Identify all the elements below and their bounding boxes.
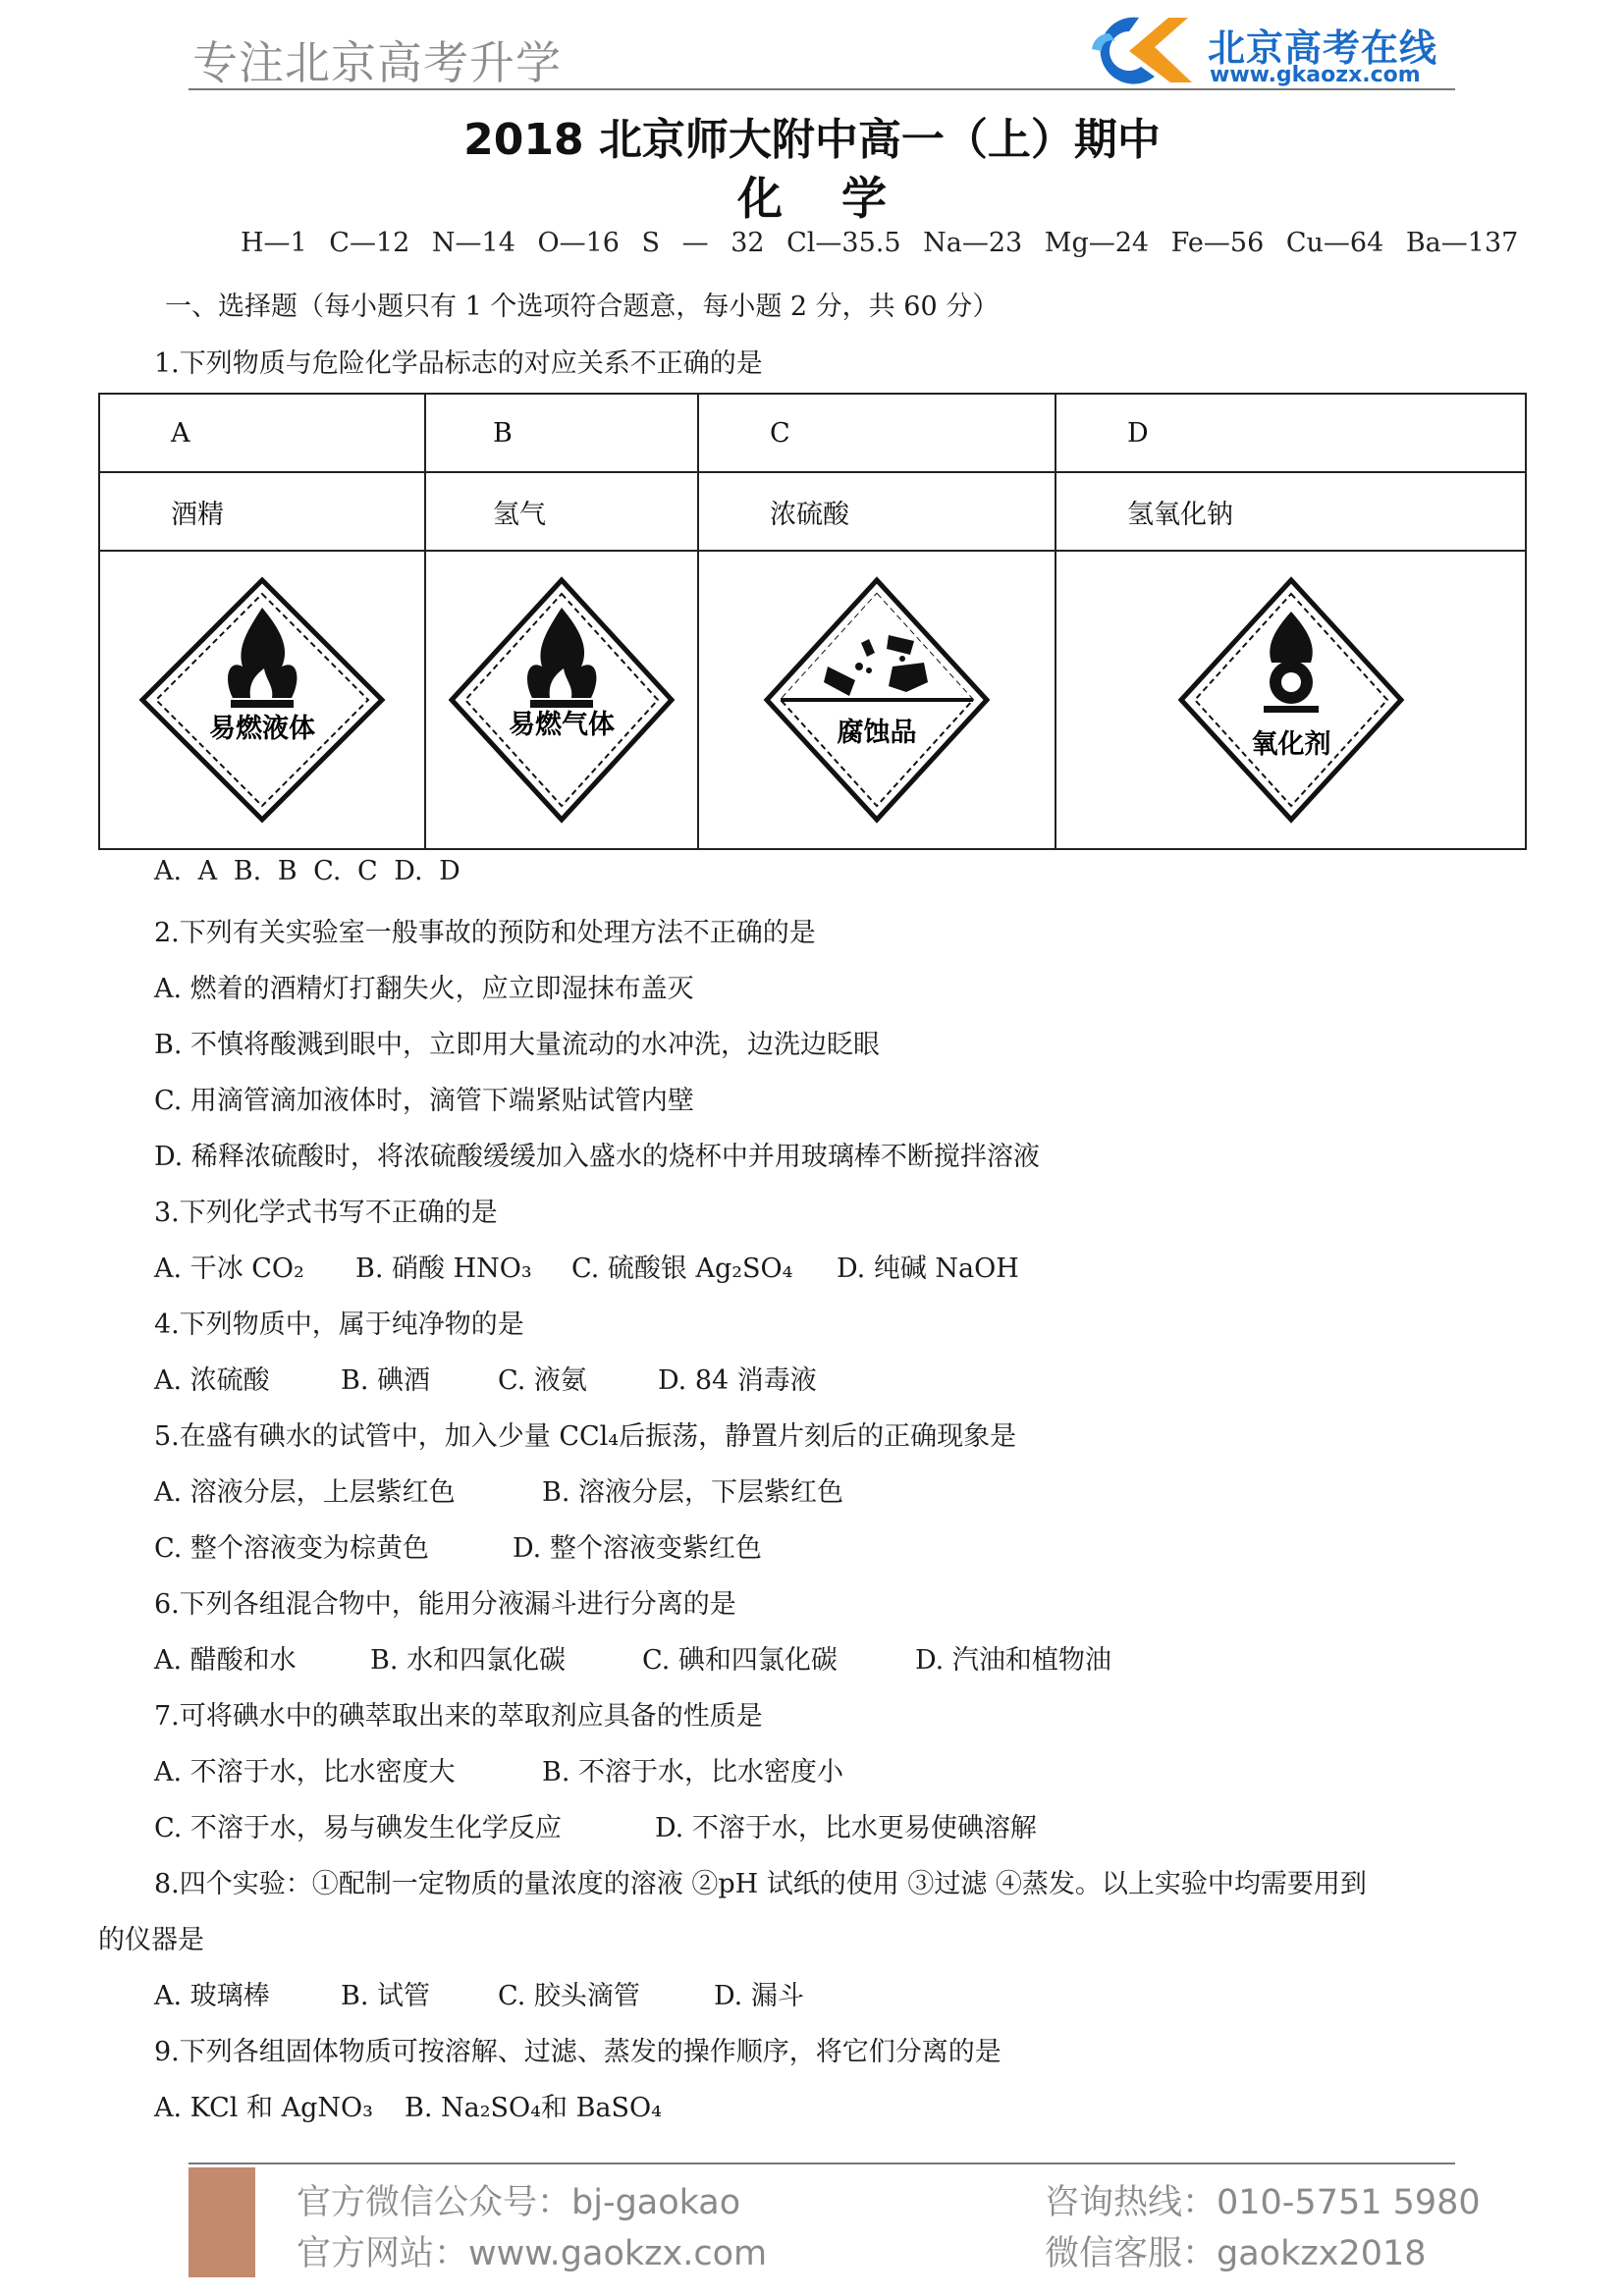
q7-option-a: A. 不溶于水，比水密度大 (154, 1757, 456, 1788)
footer-hotline: 咨询热线：010-5751 5980 (1045, 2183, 1481, 2222)
q6-option-a: A. 醋酸和水 (154, 1645, 297, 1676)
q6-option-b: B. 水和四氯化碳 (370, 1645, 567, 1676)
q1-placard-c-cell (698, 551, 1056, 849)
q8-option-a: A. 玻璃棒 (154, 1981, 270, 2011)
exam-title: 2018 北京师大附中高一（上）期中 (463, 115, 1161, 165)
q1-placard-d-cell (1056, 551, 1526, 849)
q1-placard-b-label: 易燃气体 (509, 710, 615, 740)
exam-subject: 化学 (737, 172, 946, 225)
logo-url: www.gkaozx.com (1210, 63, 1421, 87)
q4-option-a: A. 浓硫酸 (154, 1365, 270, 1396)
q1-placard-a-cell (99, 551, 425, 849)
q1-substance-d: 氢氧化钠 (1056, 472, 1526, 551)
q5-option-d: D. 整个溶液变紫红色 (513, 1533, 762, 1564)
q4-option-b: B. 碘酒 (341, 1365, 431, 1396)
footer-wechat: 官方微信公众号：bj-gaokao (297, 2183, 741, 2222)
q5-stem: 5.在盛有碘水的试管中，加入少量 CCl₄后振荡，静置片刻后的正确现象是 (154, 1421, 1017, 1452)
q4-option-d: D. 84 消毒液 (658, 1365, 817, 1396)
q1-placard-b-cell (425, 551, 698, 849)
q1-table (98, 393, 1527, 850)
q6-option-d: D. 汽油和植物油 (915, 1645, 1111, 1676)
q1-substance-c: 浓硫酸 (698, 472, 1056, 551)
q8-option-b: B. 试管 (341, 1981, 431, 2011)
q1-placard-d-label: 氧化剂 (1251, 729, 1330, 760)
q3-option-c: C. 硫酸银 Ag₂SO₄ (571, 1254, 793, 1284)
q7-option-d: D. 不溶于水，比水更易使碘溶解 (655, 1813, 1037, 1843)
q2-option-b: B. 不慎将酸溅到眼中，立即用大量流动的水冲洗，边洗边眨眼 (154, 1030, 881, 1060)
q4-stem: 4.下列物质中，属于纯净物的是 (154, 1309, 524, 1340)
q1-col-b-letter: B (425, 394, 698, 472)
flammable-liquid-placard-icon (135, 572, 390, 828)
q3-stem: 3.下列化学式书写不正确的是 (154, 1198, 498, 1228)
q2-option-c: C. 用滴管滴加液体时，滴管下端紧贴试管内壁 (154, 1086, 694, 1116)
q3-option-d: D. 纯碱 NaOH (837, 1254, 1019, 1284)
q5-option-a: A. 溶液分层，上层紫红色 (154, 1477, 456, 1508)
q3-option-a: A. 干冰 CO₂ (154, 1254, 304, 1284)
corrosive-placard-icon (759, 572, 995, 828)
q1-stem: 1.下列物质与危险化学品标志的对应关系不正确的是 (154, 348, 763, 379)
q3-option-b: B. 硝酸 HNO₃ (355, 1254, 532, 1284)
q1-placard-a-label: 易燃液体 (209, 714, 315, 744)
q8-option-d: D. 漏斗 (714, 1981, 804, 2011)
q8-option-c: C. 胶头滴管 (498, 1981, 640, 2011)
q9-stem: 9.下列各组固体物质可按溶解、过滤、蒸发的操作顺序，将它们分离的是 (154, 2037, 1001, 2067)
header-slogan: 专注北京高考升学 (192, 36, 562, 89)
footer-service: 微信客服：gaokzx2018 (1045, 2234, 1427, 2273)
q1-placard-c-label: 腐蚀品 (837, 718, 917, 748)
footer-website[interactable]: 官方网站：www.gaokzx.com (297, 2234, 768, 2273)
q9-option-b: B. Na₂SO₄和 BaSO₄ (405, 2093, 662, 2123)
site-logo[interactable] (1070, 8, 1483, 96)
q7-option-b: B. 不溶于水，比水密度小 (542, 1757, 844, 1788)
q5-option-b: B. 溶液分层，下层紫红色 (542, 1477, 844, 1508)
q1-substance-b: 氢气 (425, 472, 698, 551)
q8-stem: 8.四个实验：①配制一定物质的量浓度的溶液 ②pH 试纸的使用 ③过滤 ④蒸发。以上实验中均需要用到 (154, 1869, 1367, 1899)
q1-col-d-letter: D (1056, 394, 1526, 472)
q1-options: A. A B. B C. C D. D (154, 856, 460, 886)
q7-option-c: C. 不溶于水，易与碘发生化学反应 (154, 1813, 562, 1843)
gk-logo-icon (1070, 12, 1198, 90)
q6-option-c: C. 碘和四氯化碳 (642, 1645, 838, 1676)
q2-option-d: D. 稀释浓硫酸时，将浓硫酸缓缓加入盛水的烧杯中并用玻璃棒不断搅拌溶液 (154, 1142, 1040, 1172)
q8-stem-continued: 的仪器是 (98, 1925, 204, 1955)
q7-stem: 7.可将碘水中的碘萃取出来的萃取剂应具备的性质是 (154, 1701, 763, 1732)
section-heading: 一、选择题（每小题只有 1 个选项符合题意，每小题 2 分，共 60 分） (165, 292, 1000, 322)
flammable-gas-placard-icon (444, 572, 679, 828)
q1-substance-a: 酒精 (99, 472, 425, 551)
q2-option-a: A. 燃着的酒精灯打翻失火，应立即湿抹布盖灭 (154, 974, 694, 1004)
oxidizer-placard-icon (1173, 572, 1409, 828)
footer-divider (189, 2163, 1455, 2164)
logo-name: 北京高考在线 (1208, 27, 1438, 70)
q5-option-c: C. 整个溶液变为棕黄色 (154, 1533, 429, 1564)
q4-option-c: C. 液氨 (498, 1365, 587, 1396)
q6-stem: 6.下列各组混合物中，能用分液漏斗进行分离的是 (154, 1589, 736, 1620)
q2-stem: 2.下列有关实验室一般事故的预防和处理方法不正确的是 (154, 918, 816, 948)
q1-col-c-letter: C (698, 394, 1056, 472)
q1-col-a-letter: A (99, 394, 425, 472)
header-divider (189, 88, 1455, 90)
atomic-masses: H—1 C—12 N—14 O—16 S — 32 Cl—35.5 Na—23 Mg—24 Fe—56 Cu—64 Ba—137 (241, 228, 1519, 258)
footer-accent-block (189, 2167, 255, 2277)
q9-option-a: A. KCl 和 AgNO₃ (154, 2093, 373, 2123)
